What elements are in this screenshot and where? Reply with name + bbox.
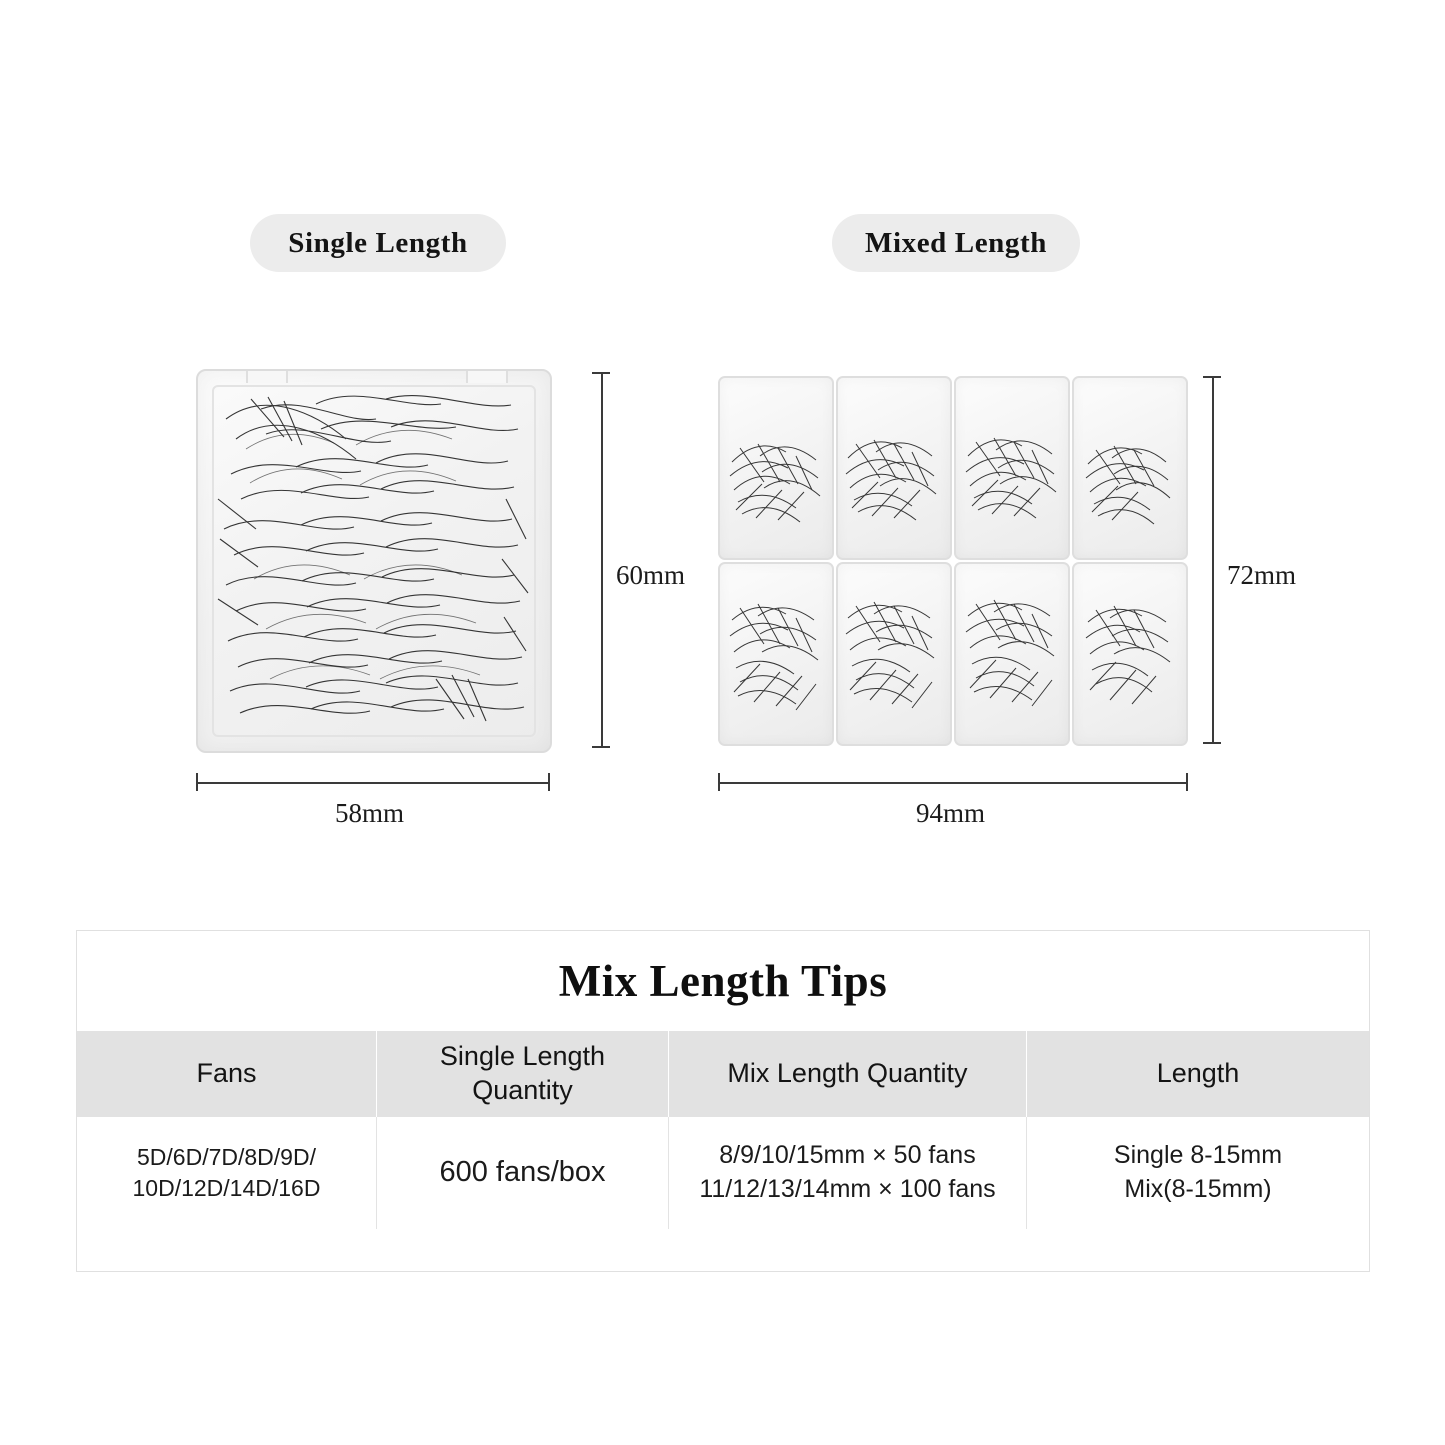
dimension-cap-mixed-height-top (1203, 376, 1221, 378)
dimension-cap-single-width-left (196, 773, 198, 791)
table-header-single-quantity-line1: Single Length (439, 1041, 606, 1072)
mix-length-tips-card (76, 930, 1370, 1272)
cell-length-line2: Mix(8-15mm) (1124, 1175, 1272, 1203)
cell-fans-line1: 5D/6D/7D/8D/9D/ (137, 1143, 316, 1170)
dimension-mixed-height: 72mm (1227, 560, 1297, 590)
dimension-cap-mixed-width-left (718, 773, 720, 791)
dimension-cap-single-width-right (548, 773, 550, 791)
compartment-bottom-1 (718, 562, 834, 746)
cell-length-line1: Single 8-15mm (1113, 1141, 1283, 1170)
table-header-length: Length (1156, 1058, 1240, 1089)
cell-fans (77, 1117, 377, 1229)
table-header-single-quantity (377, 1031, 669, 1117)
dimension-single-height: 60mm (616, 560, 686, 590)
label-mixed-length (832, 214, 1080, 272)
cell-mix-quantity (669, 1117, 1027, 1229)
dimension-single-width: 58mm (335, 798, 405, 828)
product-box-mixed-length (718, 372, 1188, 744)
product-box-single-length (196, 369, 552, 753)
dimension-cap-single-height-top (592, 372, 610, 374)
cell-fans-line2: 10D/12D/14D/16D (132, 1175, 321, 1201)
dimension-line-mixed-height (1212, 376, 1214, 744)
table-header-row (77, 1031, 1369, 1117)
pill-text-mixed: Mixed Length (864, 226, 1047, 259)
dimension-cap-mixed-height-bottom (1203, 742, 1221, 744)
table-header-single-quantity-line2: Quantity (472, 1075, 573, 1105)
table-header-mix-quantity: Mix Length Quantity (669, 1031, 1027, 1117)
table-header-fans: Fans (77, 1031, 377, 1117)
pill-text-single: Single Length (288, 226, 468, 259)
table-row (77, 1117, 1369, 1229)
compartment-top-3 (954, 376, 1070, 560)
cell-mix-quantity-line2: 11/12/13/14mm × 100 fans (699, 1175, 996, 1203)
compartment-bottom-2 (836, 562, 952, 746)
dimension-mixed-width: 94mm (916, 798, 986, 828)
compartment-top-2 (836, 376, 952, 560)
lash-fans-texture-single (206, 379, 542, 743)
dimension-cap-single-height-bottom (592, 746, 610, 748)
dimension-line-single-height (601, 372, 603, 748)
compartment-top-1 (718, 376, 834, 560)
cell-single-quantity: 600 fans/box (377, 1117, 669, 1229)
compartment-bottom-3 (954, 562, 1070, 746)
label-single-length (250, 214, 506, 272)
dimension-line-mixed-width (718, 782, 1188, 784)
tips-title: Mix Length Tips (558, 956, 888, 1006)
compartment-bottom-4 (1072, 562, 1188, 746)
cell-mix-quantity-line1: 8/9/10/15mm × 50 fans (719, 1141, 976, 1170)
cell-length (1027, 1117, 1369, 1229)
dimension-line-single-width (196, 782, 550, 784)
dimension-cap-mixed-width-right (1186, 773, 1188, 791)
compartment-top-4 (1072, 376, 1188, 560)
